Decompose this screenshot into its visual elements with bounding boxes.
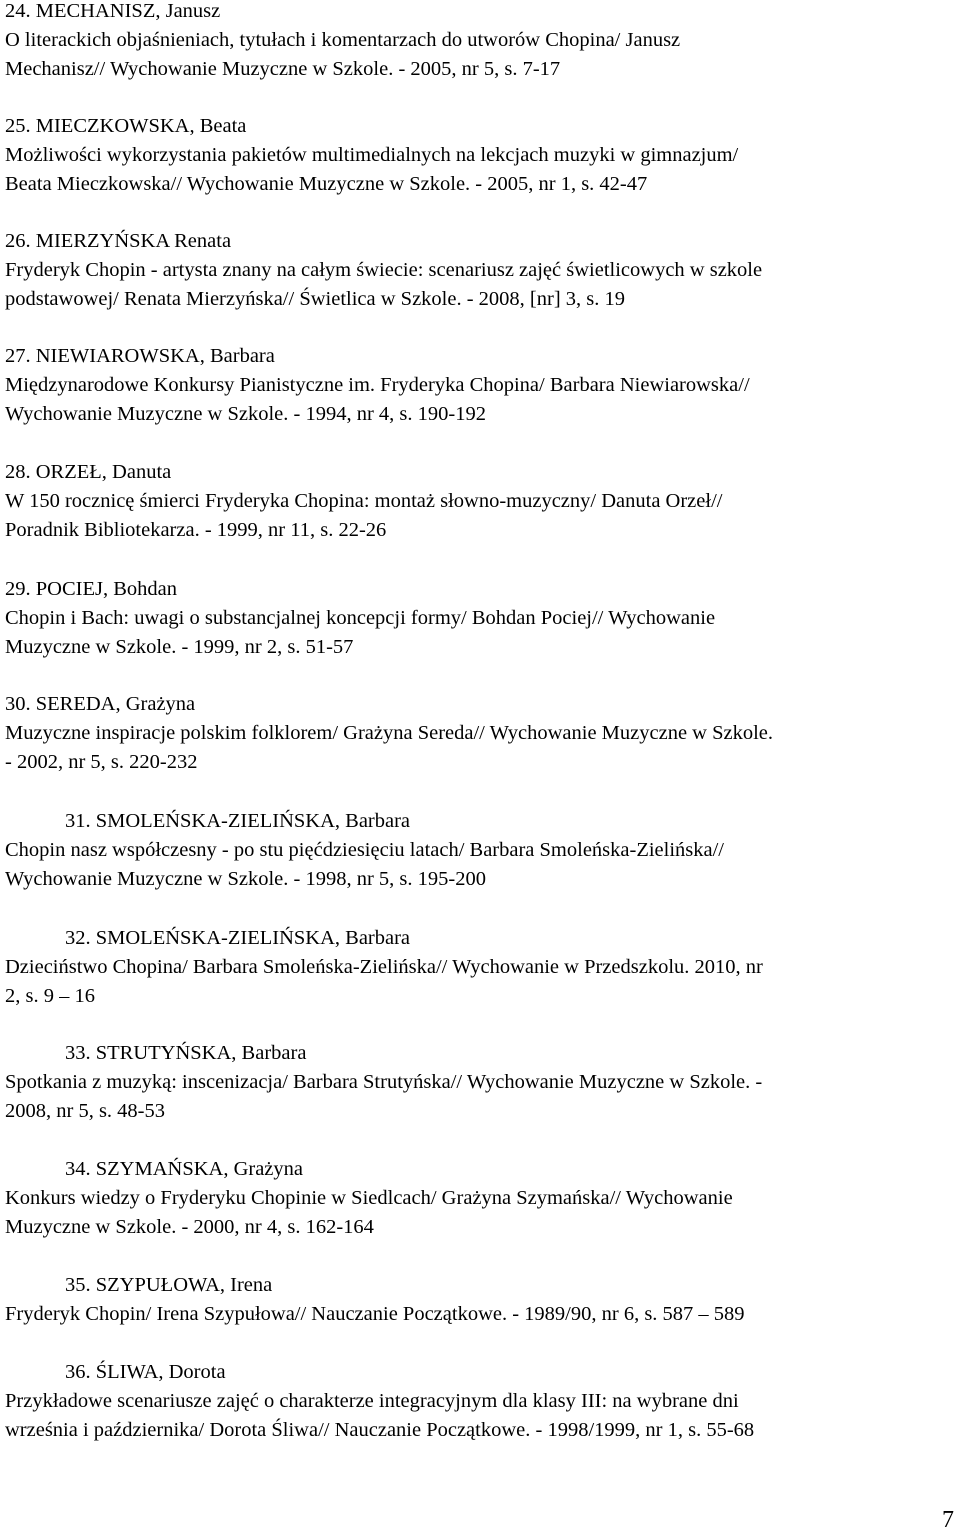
page-number: 7 <box>942 1507 954 1533</box>
entry-heading <box>65 1271 960 1300</box>
entry-line: Muzyczne inspiracje polskim folklorem/ Grażyna Sereda// Wychowanie Muzyczne w Szkole. <box>5 722 774 744</box>
entry-34-body <box>5 1184 955 1242</box>
entry-34 <box>65 1155 960 1184</box>
entry-author: SZYMAŃSKA, Grażyna <box>95 1158 304 1180</box>
entry-number: 34. <box>65 1158 91 1180</box>
entry-heading <box>5 0 955 26</box>
entry-line: Międzynarodowe Konkursy Pianistyczne im. Fryderyka Chopina/ Barbara Niewiarowska// <box>5 374 750 396</box>
entry-author: SZYPUŁOWA, Irena <box>95 1274 273 1296</box>
entry-31 <box>65 807 960 836</box>
entry-line: Konkurs wiedzy o Fryderyku Chopinie w Siedlcach/ Grażyna Szymańska// Wychowanie <box>5 1187 733 1209</box>
entry-heading <box>5 227 955 256</box>
entry-line: Chopin i Bach: uwagi o substancjalnej koncepcji formy/ Bohdan Pociej// Wychowanie <box>5 607 716 629</box>
entry-number: 36. <box>65 1361 91 1383</box>
entry-33 <box>65 1039 960 1068</box>
entry-35 <box>65 1271 960 1300</box>
entry-number: 28. <box>5 461 31 483</box>
entry-line: W 150 rocznicę śmierci Fryderyka Chopina: montaż słowno-muzyczny/ Danuta Orzeł// <box>5 490 723 512</box>
entry-author: SMOLEŃSKA-ZIELIŃSKA, Barbara <box>95 810 411 832</box>
entry-line: O literackich objaśnieniach, tytułach i komentarzach do utworów Chopina/ Janusz <box>5 29 681 51</box>
entry-author: MIECZKOWSKA, Beata <box>35 115 247 137</box>
entry-number: 24. <box>5 0 31 22</box>
entry-heading <box>65 807 960 836</box>
entry-number: 31. <box>65 810 91 832</box>
entry-24 <box>5 0 955 84</box>
entry-heading <box>5 575 955 604</box>
entry-26 <box>5 227 955 314</box>
entry-number: 29. <box>5 578 31 600</box>
entry-author: ORZEŁ, Danuta <box>35 461 172 483</box>
entry-author: SEREDA, Grażyna <box>35 693 196 715</box>
entry-number: 27. <box>5 345 31 367</box>
entry-line: 2, s. 9 – 16 <box>5 985 95 1007</box>
entry-33-body <box>5 1068 955 1126</box>
entry-author: MECHANISZ, Janusz <box>35 0 221 22</box>
entry-number: 26. <box>5 230 31 252</box>
entry-heading <box>65 1358 960 1387</box>
entry-number: 30. <box>5 693 31 715</box>
entry-heading <box>5 458 955 487</box>
entry-author: STRUTYŃSKA, Barbara <box>95 1042 307 1064</box>
entry-35-body <box>5 1300 955 1329</box>
entry-line: Fryderyk Chopin/ Irena Szypułowa// Nauczanie Początkowe. - 1989/90, nr 6, s. 587 – 589 <box>5 1303 745 1325</box>
entry-number: 35. <box>65 1274 91 1296</box>
entry-27 <box>5 342 955 429</box>
entry-line: Fryderyk Chopin - artysta znany na całym świecie: scenariusz zajęć świetlicowych w szkole <box>5 259 763 281</box>
entry-line: Mechanisz// Wychowanie Muzyczne w Szkole. - 2005, nr 5, s. 7-17 <box>5 58 561 80</box>
entry-number: 33. <box>65 1042 91 1064</box>
entry-line: Beata Mieczkowska// Wychowanie Muzyczne w Szkole. - 2005, nr 1, s. 42-47 <box>5 173 648 195</box>
entry-30 <box>5 690 955 777</box>
entry-line: Poradnik Bibliotekarza. - 1999, nr 11, s. 22-26 <box>5 519 387 541</box>
entry-author: NIEWIAROWSKA, Barbara <box>35 345 275 367</box>
entry-author: POCIEJ, Bohdan <box>35 578 177 600</box>
entry-line: Przykładowe scenariusze zajęć o charakterze integracyjnym dla klasy III: na wybrane dni <box>5 1390 739 1412</box>
entry-heading <box>5 112 955 141</box>
entry-36 <box>65 1358 960 1387</box>
entry-line: Muzyczne w Szkole. - 1999, nr 2, s. 51-57 <box>5 636 354 658</box>
entry-28 <box>5 458 955 545</box>
entry-line: Wychowanie Muzyczne w Szkole. - 1998, nr 5, s. 195-200 <box>5 868 486 890</box>
entry-heading <box>65 1155 960 1184</box>
entry-25 <box>5 112 955 199</box>
entry-heading <box>5 690 955 719</box>
entry-31-body <box>5 836 955 894</box>
entry-line: Wychowanie Muzyczne w Szkole. - 1994, nr 4, s. 190-192 <box>5 403 486 425</box>
entry-heading <box>65 924 960 953</box>
entry-32 <box>65 924 960 953</box>
entry-heading <box>5 342 955 371</box>
entry-author: ŚLIWA, Dorota <box>95 1361 226 1383</box>
entry-author: MIERZYŃSKA Renata <box>35 230 232 252</box>
entry-line: Możliwości wykorzystania pakietów multimedialnych na lekcjach muzyki w gimnazjum/ <box>5 144 739 166</box>
entry-number: 25. <box>5 115 31 137</box>
entry-number: 32. <box>65 927 91 949</box>
entry-32-body <box>5 953 955 1011</box>
entry-36-body <box>5 1387 955 1445</box>
entry-line: podstawowej/ Renata Mierzyńska// Świetlica w Szkole. - 2008, [nr] 3, s. 19 <box>5 288 625 310</box>
entry-heading <box>65 1039 960 1068</box>
entry-line: września i października/ Dorota Śliwa// Nauczanie Początkowe. - 1998/1999, nr 1, s. 55-68 <box>5 1419 755 1441</box>
entry-line: Chopin nasz współczesny - po stu pięćdziesięciu latach/ Barbara Smoleńska-Zielińska// <box>5 839 725 861</box>
entry-line: - 2002, nr 5, s. 220-232 <box>5 751 198 773</box>
entry-line: 2008, nr 5, s. 48-53 <box>5 1100 166 1122</box>
entry-author: SMOLEŃSKA-ZIELIŃSKA, Barbara <box>95 927 411 949</box>
entry-line: Muzyczne w Szkole. - 2000, nr 4, s. 162-164 <box>5 1216 374 1238</box>
entry-line: Spotkania z muzyką: inscenizacja/ Barbara Strutyńska// Wychowanie Muzyczne w Szkole. - <box>5 1071 763 1093</box>
entry-line: Dzieciństwo Chopina/ Barbara Smoleńska-Zielińska// Wychowanie w Przedszkolu. 2010, nr <box>5 956 763 978</box>
entry-29 <box>5 575 955 662</box>
